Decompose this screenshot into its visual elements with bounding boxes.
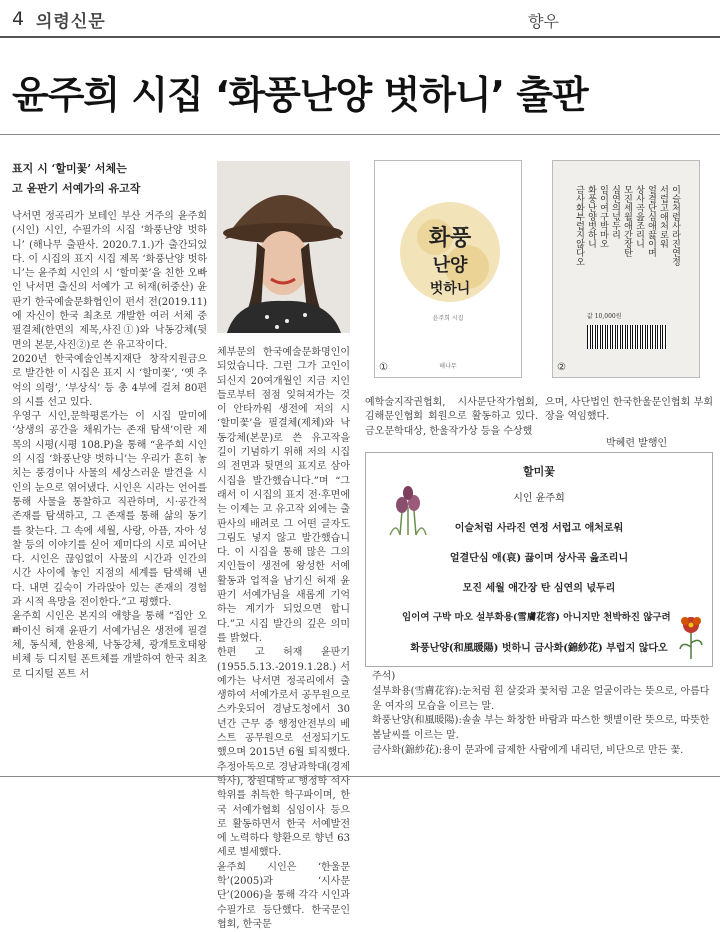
article-column-2: 체부문의 한국예술문화명인이 되었습니다. 그런 그가 고인이 되신지 20여개월인 지금 지인들로부터 점점 잊혀져가는 것이 안타까워 생전에 저의 시 ‘할미꽃’을 필결체(제체)와 낙동강체(본문)로 쓴 유고작을 길이 기념하기 위해 저의 시집의 전면과 뒷면의 표지로 삼아 시집을 발간했습니다.”며 “그래서 이 시집의 표지 전·후면에는 이제는 고 유고작 외에는 출판사의 배려로 그 어떤 글자도 그림도 넣지 않고 발간했습니다. 이 시집을 통해 많은 그의 지인들이 생전에 왕성한 서예 활동과 업적을 남기신 허재 윤판기 서예가님을 새롭게 기억하는 계기가 되었으면 합니다.”고 시집 발간의 깊은 의미를 밝혔다. 한편 고 허재 윤판기(1955.5.13.-2019.1.28.) 서예가는 낙서면 정곡리에서 출생하여 서예가로서 공무원으로 스카웃되어 경남도청에서 30년간 근무 중 행정안전부의 베스트 공무원으로 선정되기도 했으며 2015년 6월 퇴직했다. 추정아독으로 경남과학대(경제학사), 창원대학교 행정학 석사학위를 취득한 학구파이며, 한국 서예가협회 심임이사 등으로 활동하면서 한국 서예발전에 노력하다 향환으로 향년 63세로 별세했다. 윤주희 시인은 ‘한울문학’(2005)과 ‘시사문단’(2006)을 통해 각각 시인과 수필가로 등단했다. 한국문인협회, 한국문	[217, 347, 350, 930]
poem-title: 할미꽃	[523, 465, 555, 478]
svg-text:금사화부럽지않다오: 금사화부럽지않다오	[574, 185, 584, 266]
book-cover-back	[552, 160, 700, 378]
poem-line-4: 임이여 구박 마오 설부화용(雪膚花容) 아니지만 천박하진 않구려	[402, 612, 671, 623]
svg-text:심연의넋두리: 심연의넋두리	[610, 185, 620, 239]
subheadline-1: 표지 시 ‘할미꽃’ 서체는	[12, 162, 127, 175]
svg-text:상사곡읊조리니: 상사곡읊조리니	[634, 185, 644, 248]
byline: 박혜련 발행인	[606, 438, 668, 449]
svg-text:이슬처럼사라진연정: 이슬처럼사라진연정	[670, 185, 680, 266]
poem-notes	[372, 670, 712, 759]
svg-text:벗하니: 벗하니	[429, 281, 471, 297]
poem-line-1: 이슬처럼 사라진 연정 서럽고 애처로워	[454, 523, 624, 534]
book-price: 값 10,000원	[587, 313, 622, 320]
page-number: 4	[12, 8, 25, 30]
poem-box	[365, 452, 713, 667]
article-column-4: 으며, 사단법인 한국한울문인협회 부회장을 역임했다.	[545, 397, 713, 423]
svg-text:임이여구박마오: 임이여구박마오	[598, 185, 608, 248]
svg-text:서럽고애처로워: 서럽고애처로워	[658, 185, 668, 248]
note-item-2: 화풍난양(和風暖陽):솔솔 부는 화창한 바람과 따스한 햇볕이란 뜻으로, 따뜻한 봄날씨를 이르는 말.	[372, 715, 710, 742]
red-flower-illustration	[676, 611, 706, 661]
poem-author: 시인 윤주희	[513, 493, 565, 504]
book-cover-front	[374, 160, 522, 378]
svg-text:모진세월애간장탄: 모진세월애간장탄	[622, 185, 632, 257]
calligraphy-cover-art	[395, 197, 505, 307]
svg-text:난양: 난양	[432, 255, 468, 276]
svg-text:화풍: 화풍	[428, 225, 472, 251]
poem-line-3: 모진 세월 애간장 탄 심연의 넋두리	[462, 583, 616, 594]
note-item-1: 설부화용(雪膚花容):눈처럼 흰 살갗과 꽃처럼 고운 얼굴이라는 뜻으로, 아름다운 여자의 모습을 이르는 말.	[372, 685, 710, 712]
book-publisher-text: 해나무	[439, 363, 457, 370]
article-headline: 윤주희 시집 ‘화풍난양 벗하니’ 출판	[12, 73, 588, 117]
calligraphy-poem-art	[571, 173, 687, 303]
newspaper-header	[0, 0, 720, 38]
book-author-text: 윤주희 시집	[432, 315, 464, 322]
section-name: 향우	[528, 12, 559, 31]
headline-divider	[0, 134, 720, 135]
book-barcode	[587, 325, 667, 349]
figure-label-2: ②	[557, 362, 566, 373]
article-column-1: 낙서면 정곡리가 보테인 부산 거주의 윤주희(시인) 시인, 수필가의 시집 ‘화풍난양 벗하니’ (해나무 출판사. 2020.7.1.)가 출간되었다. 이 시집의 표지 시집 제목 ‘화풍난양 벗하니’는 윤주희 시인의 시 ‘할미꽃’을 친한 오빠인 낙서면 출신의 서예가 고 허재(허중산) 윤판기 한국예술문화협인이 펀서 전(2019.11)에 자신이 한국 최초로 개발한 여러 서체 중 필결체(한면의 제목,사진①)와 낙동강체(뒷면의 본문,사진②)로 쓴 유고작이다. 2020년 한국예술인복지재단 창작지원금으로 발간한 이 시집은 표지 시 ‘할미꽃’, ‘옛 추억의 의령’, ‘부상식’ 등 총 4부에 걸쳐 80편의 시를 선고 있다. 우영구 시인,문학평론가는 이 시집 말미에 ‘상생의 공간을 채워가는 존재 탐색’이란 제목의 시평(시평 108.P)을 통해 “윤주희 시인의 시집 ‘화풍난양 벗하니’는 우리가 흔히 놓치는 풍경이나 사물의 세상스러운 발견을 시인의 눈으로 엮어냈다. 시인은 시라는 언어를 통해 사물을 통찰하고 직관하며, 시·공간적 존재를 탐색하고, 그 존재를 통해 삶의 동기를 찾는다. 그 속에 세월, 사랑, 아픔, 자아 성찰 등의 이야기를 싣어 제미다의 시로 피어난다. 시인은 끊임없이 사물의 시간과 인간의 시간 사이에 놓인 지점의 세계를 탐색해 낸다. 내면 깊숙이 가라앉아 있는 존재의 경험과 시적 욕망을 전이한다.”고 평했다. 윤주희 시인은 본지의 애향을 통해 “집안 오빠이신 허재 윤판기 서예가님은 생전에 필결체, 동식체, 한용체, 낙동강체, 광개토호태왕비체 등 디지털 폰트체를 개발하여 한국 최초로 디지털 폰트 서	[12, 211, 207, 680]
poem-line-5: 화풍난양(和風暖陽) 벗하니 금사화(錦紗花) 부럽지 않다오	[410, 643, 668, 654]
svg-text:얼결단심애끓이며: 얼결단심애끓이며	[646, 185, 656, 257]
note-item-3: 금사화(錦紗花):용이 문과에 급제한 사람에게 내리던, 비단으로 만든 꽃.	[372, 744, 684, 756]
page-bottom-rule	[0, 776, 720, 777]
author-photo	[217, 161, 350, 333]
figure-label-1: ①	[379, 362, 388, 373]
subheadline-2: 고 윤판기 서예가의 유고작	[12, 182, 141, 195]
pasqueflower-illustration	[386, 481, 430, 537]
newspaper-name: 의령신문	[36, 12, 106, 32]
notes-heading: 주석)	[372, 671, 396, 682]
svg-text:화풍난양벗하니: 화풍난양벗하니	[586, 185, 596, 248]
poem-line-2: 얼결단심 애(哀) 끓이며 상사곡 읊조리니	[449, 553, 629, 564]
article-column-3: 예학술지작권협회, 시사문단작가협회, 김해문인협회 회원으로 활동하고 있다. 금오문학대상, 한울작가상 등을 수상했	[365, 397, 538, 437]
